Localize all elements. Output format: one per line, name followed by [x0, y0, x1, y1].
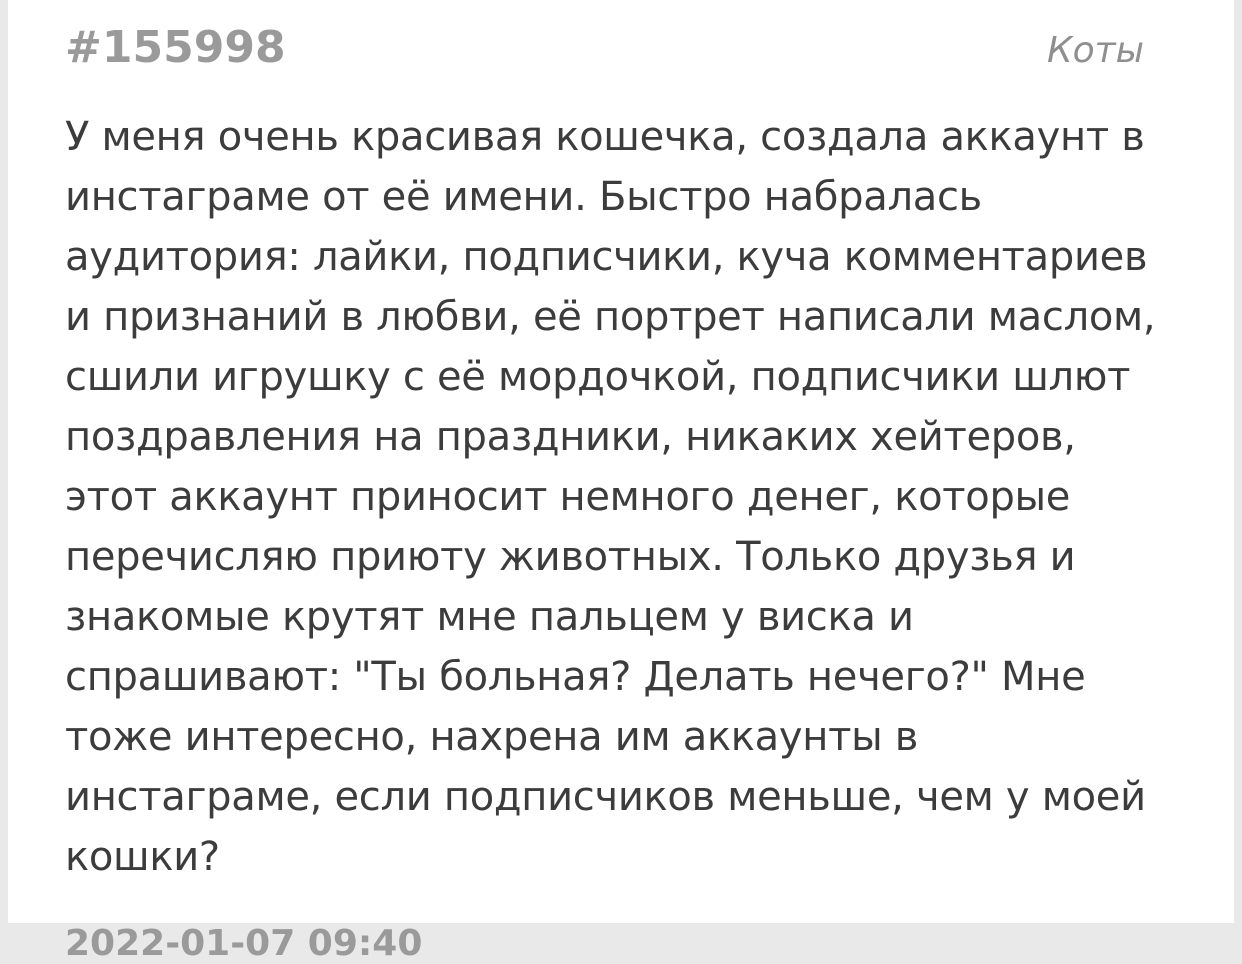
post-id-link[interactable]: #155998 — [65, 22, 286, 73]
post-card — [8, 0, 1234, 964]
post-body-text: У меня очень красивая кошечка, создала аккаунт в инстаграме от её имени. Быстро набралась аудитория: лайки, подписчики, куча комментариев и признаний в любви, её портрет написали маслом, сшили игрушку с её мордочкой, подписчики шлют поздравления на праздники, никаких хейтеров, этот аккаунт приносит немного денег, которые перечисляю приюту животных. Только друзья и знакомые крутят мне пальцем у виска и спрашивают: "Ты больная? Делать нечего?" Мне тоже интересно, нахрена им аккаунты в инстаграме, если подписчиков меньше, чем у моей кошки? — [65, 114, 1156, 880]
post-header — [65, 22, 1184, 73]
post-category-link[interactable]: Коты — [1047, 30, 1144, 71]
post-timestamp: 2022-01-07 09:40 — [65, 923, 423, 964]
